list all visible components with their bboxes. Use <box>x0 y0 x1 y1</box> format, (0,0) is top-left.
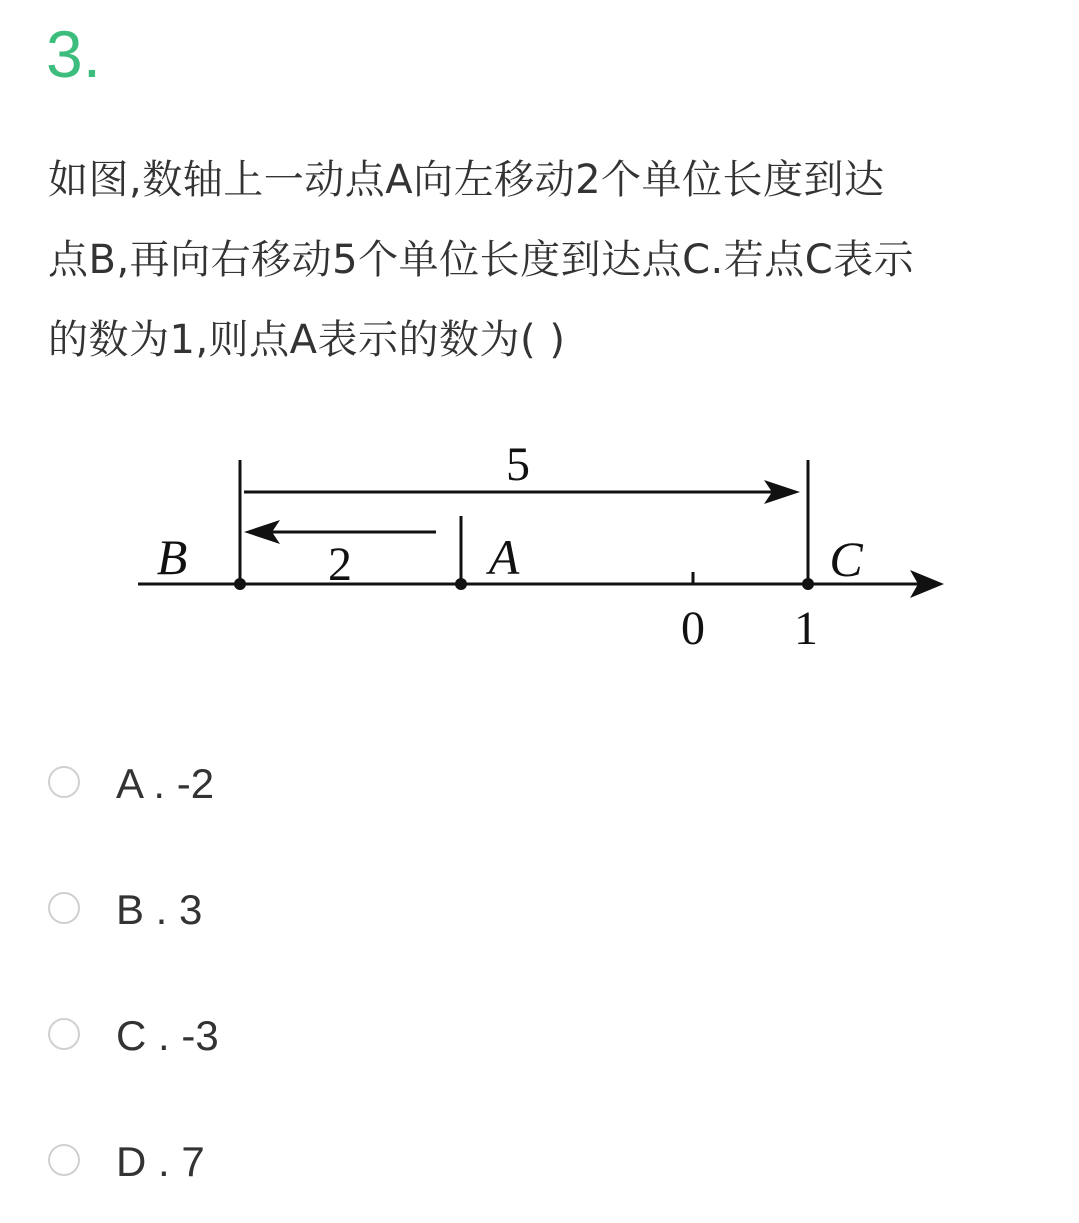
option-c[interactable] <box>0 978 1079 1088</box>
option-c-label: C . -3 <box>116 1012 219 1059</box>
option-d[interactable] <box>0 1104 1079 1214</box>
option-b-radio[interactable] <box>48 892 80 924</box>
point-b <box>234 578 246 590</box>
label-one: 1 <box>794 602 818 655</box>
question-stem-line-2: 点B,再向右移动5个单位长度到达点C.若点C表示 <box>48 237 915 283</box>
option-a-radio[interactable] <box>48 766 80 798</box>
question-number: 3. <box>46 17 102 91</box>
option-a-label: A . -2 <box>116 760 215 807</box>
label-b: B <box>156 529 188 585</box>
option-a[interactable] <box>0 726 1079 836</box>
label-five: 5 <box>506 438 530 491</box>
number-line-figure <box>0 430 1079 670</box>
option-d-label: D . 7 <box>116 1138 205 1185</box>
option-b[interactable] <box>0 852 1079 962</box>
label-zero: 0 <box>681 602 705 655</box>
question-stem <box>48 140 1048 380</box>
label-a: A <box>488 529 520 585</box>
question-stem-line-3: 的数为1,则点A表示的数为( ) <box>48 317 566 363</box>
point-c <box>802 578 814 590</box>
label-two: 2 <box>328 538 352 591</box>
point-a <box>455 578 467 590</box>
option-b-label: B . 3 <box>116 886 203 933</box>
option-d-radio[interactable] <box>48 1144 80 1176</box>
question-stem-line-1: 如图,数轴上一动点A向左移动2个单位长度到达 <box>48 157 885 203</box>
label-c: C <box>829 531 863 587</box>
option-c-radio[interactable] <box>48 1018 80 1050</box>
